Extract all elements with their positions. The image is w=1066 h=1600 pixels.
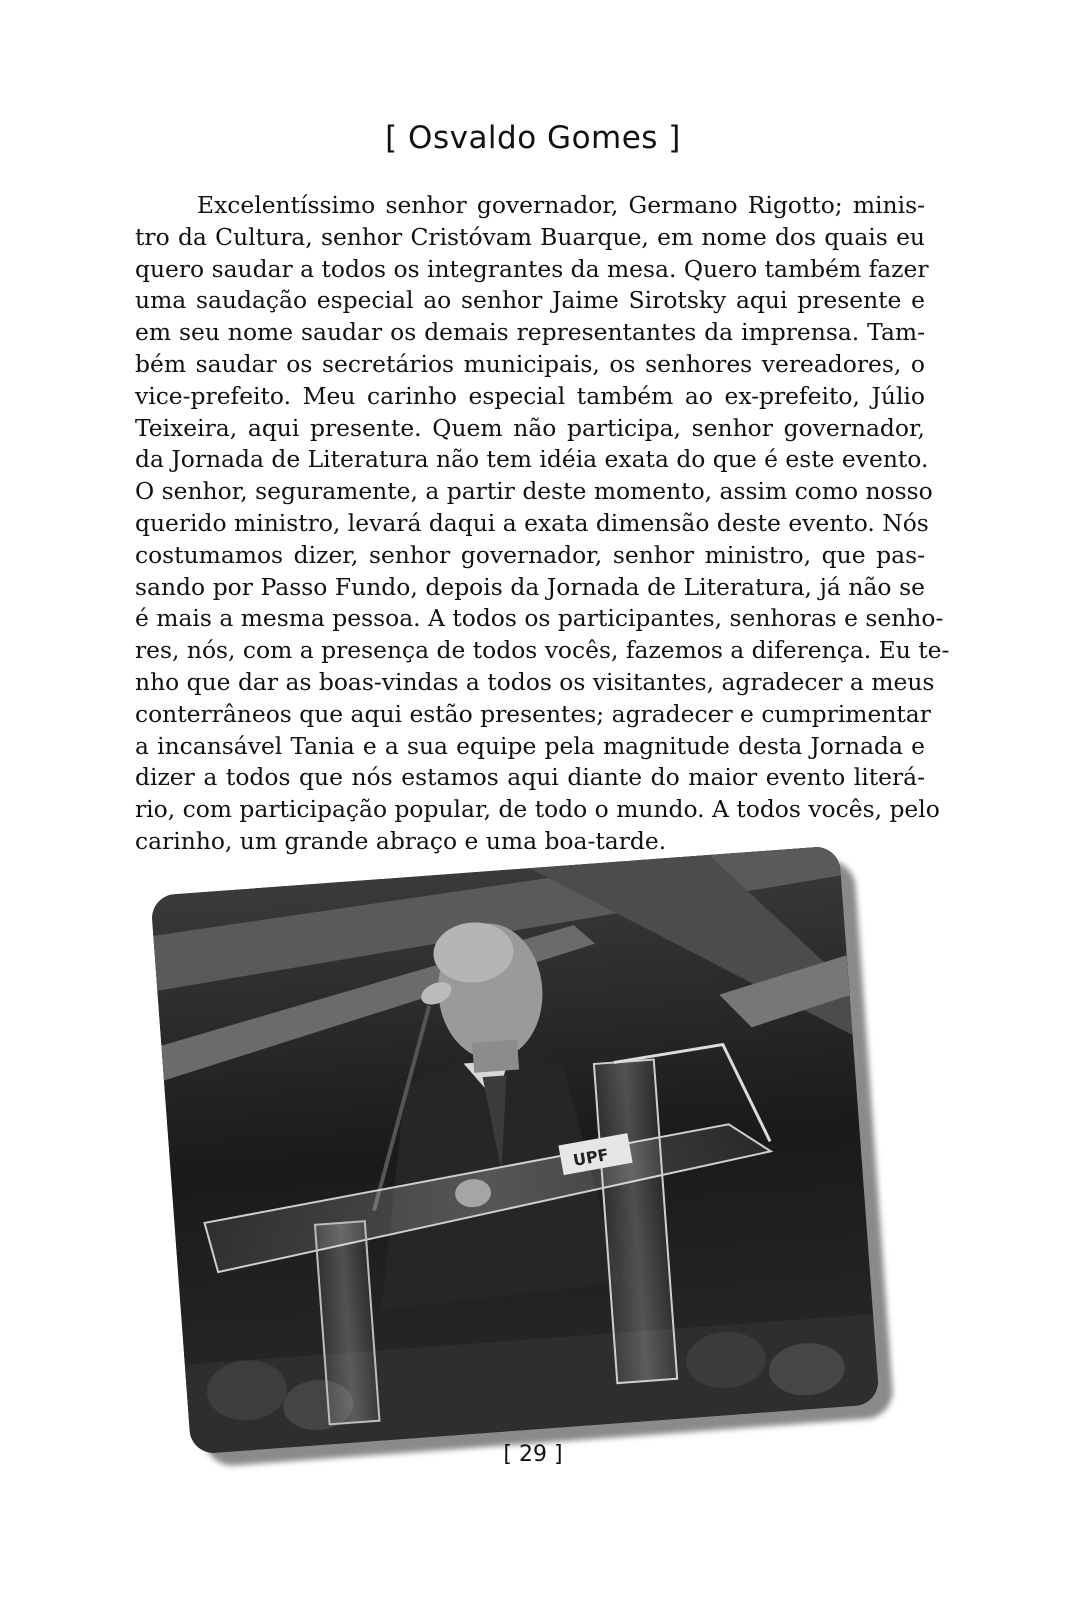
- photo-frame: [150, 845, 879, 1454]
- paragraph-line: querido ministro, levará daqui a exata dimensão deste evento. Nós: [135, 508, 929, 537]
- paragraph-line: bém saudar os secretários municipais, os senhores vereadores, o: [135, 349, 925, 378]
- paragraph-line: em seu nome saudar os demais representantes da imprensa. Tam-: [135, 318, 925, 347]
- speech-paragraph: [135, 190, 950, 858]
- paragraph-line: O senhor, seguramente, a partir deste momento, assim como nosso: [135, 477, 933, 506]
- paragraph-line: quero saudar a todos os integrantes da mesa. Quero também fazer: [135, 254, 929, 283]
- paragraph-line: da Jornada de Literatura não tem idéia exata do que é este evento.: [135, 445, 929, 474]
- page-title: [ Osvaldo Gomes ]: [385, 120, 681, 156]
- paragraph-line: Excelentíssimo senhor governador, Germano Rigotto; minis-: [197, 191, 925, 219]
- paragraph-line: rio, com participação popular, de todo o mundo. A todos vocês, pelo: [135, 795, 940, 824]
- paragraph-line: sando por Passo Fundo, depois da Jornada de Literatura, já não se: [135, 572, 925, 601]
- lectern-logo: UPF: [571, 1144, 611, 1170]
- paragraph-line: é mais a mesma pessoa. A todos os participantes, senhoras e senho-: [135, 604, 944, 633]
- paragraph-line: vice-prefeito. Meu carinho especial também ao ex-prefeito, Júlio: [135, 381, 925, 410]
- paragraph-line: dizer a todos que nós estamos aqui diante do maior evento literá-: [135, 763, 925, 792]
- paragraph-line: a incansável Tania e a sua equipe pela magnitude desta Jornada e: [135, 731, 925, 760]
- speaker-photo: [150, 845, 879, 1454]
- speaker-illustration: [150, 845, 879, 1454]
- paragraph-line: carinho, um grande abraço e uma boa-tarde.: [135, 826, 667, 855]
- paragraph-line: res, nós, com a presença de todos vocês, fazemos a diferença. Eu te-: [135, 636, 950, 665]
- page-number: [ 29 ]: [503, 1442, 563, 1467]
- paragraph-line: Teixeira, aqui presente. Quem não participa, senhor governador,: [135, 413, 925, 442]
- paragraph-line: nho que dar as boas-vindas a todos os visitantes, agradecer a meus: [135, 667, 935, 696]
- paragraph-line: conterrâneos que aqui estão presentes; agradecer e cumprimentar: [135, 699, 931, 728]
- paragraph-line: uma saudação especial ao senhor Jaime Sirotsky aqui presente e: [135, 286, 925, 315]
- paragraph-line: tro da Cultura, senhor Cristóvam Buarque, em nome dos quais eu: [135, 222, 925, 251]
- paragraph-line: costumamos dizer, senhor governador, senhor ministro, que pas-: [135, 540, 925, 569]
